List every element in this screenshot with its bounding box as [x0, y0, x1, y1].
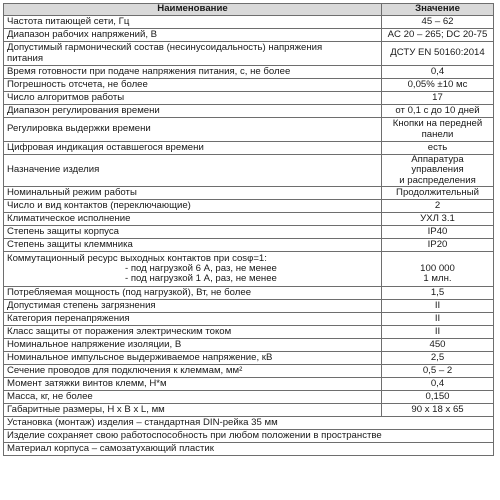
parameter-value	[382, 118, 494, 142]
parameter-value	[382, 200, 494, 213]
table-row	[4, 352, 494, 365]
header-value: Значение	[382, 4, 494, 16]
table-row	[4, 66, 494, 79]
table-row	[4, 187, 494, 200]
parameter-name-line: питания	[7, 52, 44, 64]
note-row	[4, 443, 494, 456]
parameter-name	[4, 300, 382, 313]
table-row	[4, 16, 494, 29]
parameter-value-line: 90 x 18 x 65	[411, 404, 464, 416]
note-text: Материал корпуса – самозатухающий пластик	[4, 443, 494, 456]
parameter-name	[4, 326, 382, 339]
parameter-value	[382, 313, 494, 326]
parameter-value	[382, 365, 494, 378]
table-row	[4, 239, 494, 252]
parameter-name-line: Цифровая индикация оставшегося времени	[7, 141, 204, 153]
parameter-value-line: 2	[434, 200, 441, 212]
table-row	[4, 92, 494, 105]
parameter-name	[4, 352, 382, 365]
parameter-value	[382, 29, 494, 42]
parameter-value	[382, 300, 494, 313]
parameter-value-line: 1 млн.	[423, 273, 452, 285]
parameter-name-line: Погрешность отсчета, не более	[7, 78, 148, 90]
parameter-name	[4, 313, 382, 326]
parameter-value	[382, 42, 494, 66]
parameter-value	[382, 252, 494, 287]
parameter-value	[382, 16, 494, 29]
note-row	[4, 417, 494, 430]
table-row	[4, 200, 494, 213]
parameter-value	[382, 287, 494, 300]
parameter-name	[4, 79, 382, 92]
parameter-value-line: II	[434, 326, 441, 338]
parameter-value	[382, 239, 494, 252]
parameter-value-line: 100 000	[420, 263, 455, 275]
parameter-value	[382, 213, 494, 226]
note-text: Изделие сохраняет свою работоспособность при любом положении в пространстве	[4, 430, 494, 443]
parameter-value	[382, 326, 494, 339]
parameter-name	[4, 118, 382, 142]
parameter-name-line: Номинальный режим работы	[7, 187, 137, 199]
parameter-value-line: 17	[432, 91, 443, 103]
specifications-table	[3, 3, 494, 456]
parameter-name-line: Момент затяжки винтов клемм, Н*м	[7, 378, 167, 390]
parameter-value-line: II	[434, 313, 441, 325]
parameter-name	[4, 92, 382, 105]
parameter-value	[382, 339, 494, 352]
parameter-value-line: 0,150	[425, 391, 450, 403]
parameter-name-line: Климатическое исполнение	[7, 213, 131, 225]
parameter-value-line: УХЛ 3.1	[420, 213, 455, 225]
parameter-name-line: Число алгоритмов работы	[7, 91, 125, 103]
parameter-value	[382, 92, 494, 105]
parameter-value-line: 0,4	[430, 65, 445, 77]
parameter-name-line: Частота питающей сети, Гц	[7, 15, 130, 27]
parameter-value-line: 0,5 – 2	[422, 365, 453, 377]
note-rows	[4, 417, 494, 456]
parameter-value-line: 0,05% ±10 мс	[407, 78, 468, 90]
parameter-name	[4, 239, 382, 252]
parameter-value	[382, 66, 494, 79]
table-row	[4, 252, 494, 287]
parameter-value-line: Продолжительный	[396, 187, 479, 199]
table-row	[4, 226, 494, 239]
parameter-name-line: Степень защиты корпуса	[7, 226, 119, 238]
table-row	[4, 42, 494, 66]
parameter-name-line: Допустимая степень загрязнения	[7, 300, 156, 312]
header-name: Наименование	[4, 4, 382, 16]
parameter-value-line: 1,5	[430, 287, 445, 299]
parameter-name	[4, 42, 382, 66]
parameter-value-line: 450	[429, 339, 446, 351]
note-text: Установка (монтаж) изделия – стандартная DIN-рейка 35 мм	[4, 417, 494, 430]
parameter-value	[382, 155, 494, 187]
parameter-name-line: Класс защиты от поражения электрическим током	[7, 326, 232, 338]
parameter-name	[4, 404, 382, 417]
parameter-name	[4, 16, 382, 29]
parameter-value-line: ДСТУ EN 50160:2014	[390, 47, 485, 59]
table-row	[4, 391, 494, 404]
parameter-name	[4, 391, 382, 404]
parameter-name-line: Сечение проводов для подключения к клеммам, мм²	[7, 365, 243, 377]
parameter-name	[4, 200, 382, 213]
table-row	[4, 339, 494, 352]
parameter-value-line: 45 – 62	[421, 15, 454, 27]
parameter-value-line: от 0,1 с до 10 дней	[395, 104, 480, 116]
parameter-name	[4, 155, 382, 187]
header-row	[4, 4, 494, 16]
parameter-value	[382, 352, 494, 365]
parameter-name-line: Число и вид контактов (переключающие)	[7, 200, 191, 212]
table-row	[4, 155, 494, 187]
parameter-value	[382, 226, 494, 239]
parameter-name	[4, 105, 382, 118]
parameter-name	[4, 29, 382, 42]
parameter-value	[382, 105, 494, 118]
parameter-value-line: II	[434, 300, 441, 312]
table-row	[4, 29, 494, 42]
parameter-name-line: Степень защиты клеммника	[7, 239, 133, 251]
parameter-value	[382, 391, 494, 404]
parameter-name-line: - под нагрузкой 1 А, раз, не менее	[125, 273, 277, 285]
parameter-value-line: и распределения	[399, 174, 476, 186]
parameter-name	[4, 252, 382, 287]
parameter-name-line: Масса, кг, не более	[7, 391, 93, 403]
table-row	[4, 287, 494, 300]
parameter-value-line: Аппаратура управления	[411, 154, 464, 176]
parameter-value	[382, 79, 494, 92]
parameter-name	[4, 213, 382, 226]
parameter-name-line: Допустимый гармонический состав (несинусоидальность) напряжения	[7, 42, 323, 54]
table-row	[4, 118, 494, 142]
parameter-name-line: Категория перенапряжения	[7, 313, 130, 325]
parameter-value-line: панели	[421, 128, 454, 140]
parameter-name-line: Коммутационный ресурс выходных контактов при cosφ=1:	[7, 252, 267, 264]
parameter-name	[4, 142, 382, 155]
parameter-name	[4, 226, 382, 239]
table-row	[4, 365, 494, 378]
table-row	[4, 404, 494, 417]
note-row	[4, 430, 494, 443]
parameter-name-line: Габаритные размеры, H x B x L, мм	[7, 404, 165, 416]
table-row	[4, 313, 494, 326]
parameter-name-line: Диапазон рабочих напряжений, В	[7, 28, 158, 40]
parameter-value-line: IP20	[427, 239, 448, 251]
parameter-name	[4, 287, 382, 300]
parameter-value-line: IP40	[427, 226, 448, 238]
parameter-name-line: Номинальное напряжение изоляции, В	[7, 339, 182, 351]
parameter-value-line: 2,5	[430, 352, 445, 364]
parameter-name	[4, 187, 382, 200]
table-row	[4, 378, 494, 391]
parameter-name-line: Номинальное импульсное выдерживаемое напряжение, кВ	[7, 352, 273, 364]
table-row	[4, 300, 494, 313]
parameter-name	[4, 365, 382, 378]
parameter-value-line: 0,4	[430, 378, 445, 390]
parameter-name-line: - под нагрузкой 6 А, раз, не менее	[125, 263, 277, 275]
parameter-value	[382, 378, 494, 391]
parameter-value-line: Кнопки на передней	[392, 118, 483, 130]
parameter-value	[382, 404, 494, 417]
table-row	[4, 105, 494, 118]
parameter-name	[4, 378, 382, 391]
parameter-value	[382, 142, 494, 155]
table-row	[4, 213, 494, 226]
parameter-name-line: Время готовности при подаче напряжения питания, с, не более	[7, 65, 291, 77]
parameter-name	[4, 66, 382, 79]
spec-rows	[4, 16, 494, 417]
parameter-name-line: Регулировка выдержки времени	[7, 123, 151, 135]
parameter-value-line: AC 20 – 265; DC 20-75	[387, 28, 488, 40]
table-row	[4, 142, 494, 155]
table-row	[4, 79, 494, 92]
parameter-name	[4, 339, 382, 352]
table-row	[4, 326, 494, 339]
parameter-name-line: Потребляемая мощность (под нагрузкой), Вт, не более	[7, 287, 252, 299]
parameter-name-line: Назначение изделия	[7, 164, 100, 176]
parameter-name-line: Диапазон регулирования времени	[7, 104, 160, 116]
parameter-value-line: есть	[427, 141, 448, 153]
parameter-value	[382, 187, 494, 200]
